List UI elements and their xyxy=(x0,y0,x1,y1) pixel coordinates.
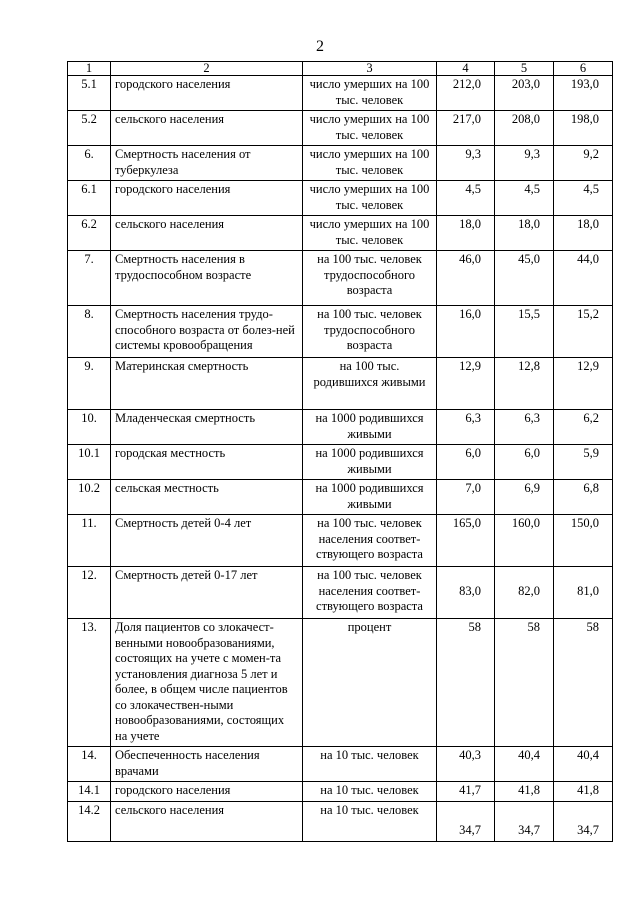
value-col-6: 9,2 xyxy=(554,146,613,181)
table-row xyxy=(68,76,613,111)
indicators-table xyxy=(67,61,613,842)
table-row xyxy=(68,480,613,515)
row-number: 7. xyxy=(68,251,111,306)
unit-of-measure: на 1000 родившихся живыми xyxy=(303,410,437,445)
table-row xyxy=(68,251,613,306)
value-col-5: 18,0 xyxy=(495,216,554,251)
value-col-6: 198,0 xyxy=(554,111,613,146)
row-number: 5.1 xyxy=(68,76,111,111)
value-col-6: 6,8 xyxy=(554,480,613,515)
page-number: 2 xyxy=(316,38,324,55)
row-number: 11. xyxy=(68,515,111,567)
value-col-6: 18,0 xyxy=(554,216,613,251)
indicator-name: Смертность населения трудо-способного возраста от болез-ней системы кровообращения xyxy=(111,306,303,358)
indicator-name: городского населения xyxy=(111,181,303,216)
indicator-name: Смертность детей 0-4 лет xyxy=(111,515,303,567)
unit-of-measure: на 10 тыс. человек xyxy=(303,747,437,782)
value-col-6: 34,7 xyxy=(554,801,613,841)
row-number: 14.1 xyxy=(68,782,111,802)
indicator-name: сельская местность xyxy=(111,480,303,515)
row-number: 6. xyxy=(68,146,111,181)
value-col-6: 40,4 xyxy=(554,747,613,782)
value-col-6: 12,9 xyxy=(554,358,613,410)
unit-of-measure: на 100 тыс. человек трудоспособного возраста xyxy=(303,251,437,306)
value-col-5: 82,0 xyxy=(495,567,554,619)
unit-of-measure: на 100 тыс. человек населения соответ-ствующего возраста xyxy=(303,567,437,619)
value-col-5: 58 xyxy=(495,619,554,747)
value-col-4: 6,0 xyxy=(437,445,495,480)
value-col-5: 208,0 xyxy=(495,111,554,146)
unit-of-measure: число умерших на 100 тыс. человек xyxy=(303,76,437,111)
row-number: 9. xyxy=(68,358,111,410)
table-row xyxy=(68,747,613,782)
header-cell: 2 xyxy=(111,62,303,76)
table-row xyxy=(68,358,613,410)
value-col-4: 4,5 xyxy=(437,181,495,216)
indicator-name: городского населения xyxy=(111,782,303,802)
row-number: 12. xyxy=(68,567,111,619)
table-row xyxy=(68,445,613,480)
value-col-6: 5,9 xyxy=(554,445,613,480)
header-cell: 1 xyxy=(68,62,111,76)
table-row xyxy=(68,111,613,146)
table-row xyxy=(68,515,613,567)
row-number: 6.2 xyxy=(68,216,111,251)
table-row xyxy=(68,216,613,251)
value-col-5: 40,4 xyxy=(495,747,554,782)
value-col-6: 44,0 xyxy=(554,251,613,306)
value-col-5: 6,9 xyxy=(495,480,554,515)
value-col-5: 12,8 xyxy=(495,358,554,410)
indicator-name: Материнская смертность xyxy=(111,358,303,410)
value-col-5: 34,7 xyxy=(495,801,554,841)
value-col-5: 4,5 xyxy=(495,181,554,216)
value-col-6: 4,5 xyxy=(554,181,613,216)
value-col-4: 34,7 xyxy=(437,801,495,841)
indicator-name: сельского населения xyxy=(111,216,303,251)
row-number: 10.1 xyxy=(68,445,111,480)
unit-of-measure: на 10 тыс. человек xyxy=(303,801,437,841)
value-col-5: 203,0 xyxy=(495,76,554,111)
unit-of-measure: на 1000 родившихся живыми xyxy=(303,445,437,480)
indicator-name: Доля пациентов со злокачест-венными новообразованиями, состоящих на учете с момен-та установления диагноза 5 лет и более, в общем числе пациентов со злокачествен-ными новообразованиями, состоящих на учете xyxy=(111,619,303,747)
row-number: 8. xyxy=(68,306,111,358)
unit-of-measure: на 100 тыс. человек населения соответ-ствующего возраста xyxy=(303,515,437,567)
row-number: 6.1 xyxy=(68,181,111,216)
header-cell: 6 xyxy=(554,62,613,76)
header-cell: 5 xyxy=(495,62,554,76)
value-col-5: 160,0 xyxy=(495,515,554,567)
unit-of-measure: число умерших на 100 тыс. человек xyxy=(303,181,437,216)
unit-of-measure: число умерших на 100 тыс. человек xyxy=(303,146,437,181)
value-col-5: 45,0 xyxy=(495,251,554,306)
indicator-name: Смертность детей 0-17 лет xyxy=(111,567,303,619)
row-number: 10. xyxy=(68,410,111,445)
value-col-5: 6,3 xyxy=(495,410,554,445)
value-col-4: 165,0 xyxy=(437,515,495,567)
value-col-6: 6,2 xyxy=(554,410,613,445)
indicator-name: Младенческая смертность xyxy=(111,410,303,445)
header-cell: 4 xyxy=(437,62,495,76)
value-col-4: 217,0 xyxy=(437,111,495,146)
unit-of-measure: на 100 тыс. родившихся живыми xyxy=(303,358,437,410)
value-col-6: 193,0 xyxy=(554,76,613,111)
table-row xyxy=(68,181,613,216)
unit-of-measure: на 1000 родившихся живыми xyxy=(303,480,437,515)
value-col-5: 41,8 xyxy=(495,782,554,802)
value-col-4: 46,0 xyxy=(437,251,495,306)
indicator-name: Смертность населения от туберкулеза xyxy=(111,146,303,181)
unit-of-measure: на 100 тыс. человек трудоспособного возраста xyxy=(303,306,437,358)
value-col-6: 150,0 xyxy=(554,515,613,567)
unit-of-measure: процент xyxy=(303,619,437,747)
row-number: 14. xyxy=(68,747,111,782)
value-col-5: 15,5 xyxy=(495,306,554,358)
value-col-4: 9,3 xyxy=(437,146,495,181)
value-col-4: 58 xyxy=(437,619,495,747)
value-col-5: 6,0 xyxy=(495,445,554,480)
indicator-name: городского населения xyxy=(111,76,303,111)
row-number: 13. xyxy=(68,619,111,747)
unit-of-measure: число умерших на 100 тыс. человек xyxy=(303,216,437,251)
value-col-4: 6,3 xyxy=(437,410,495,445)
table-row xyxy=(68,801,613,841)
row-number: 5.2 xyxy=(68,111,111,146)
row-number: 10.2 xyxy=(68,480,111,515)
value-col-4: 41,7 xyxy=(437,782,495,802)
unit-of-measure: на 10 тыс. человек xyxy=(303,782,437,802)
indicator-name: Смертность населения в трудоспособном возрасте xyxy=(111,251,303,306)
value-col-4: 16,0 xyxy=(437,306,495,358)
value-col-4: 7,0 xyxy=(437,480,495,515)
value-col-6: 41,8 xyxy=(554,782,613,802)
header-cell: 3 xyxy=(303,62,437,76)
indicator-name: городская местность xyxy=(111,445,303,480)
value-col-4: 40,3 xyxy=(437,747,495,782)
table-row xyxy=(68,619,613,747)
table-row xyxy=(68,782,613,802)
value-col-4: 18,0 xyxy=(437,216,495,251)
table-header-row xyxy=(68,62,613,76)
indicator-name: Обеспеченность населения врачами xyxy=(111,747,303,782)
value-col-4: 212,0 xyxy=(437,76,495,111)
value-col-6: 58 xyxy=(554,619,613,747)
value-col-4: 83,0 xyxy=(437,567,495,619)
indicator-name: сельского населения xyxy=(111,111,303,146)
value-col-5: 9,3 xyxy=(495,146,554,181)
table-row xyxy=(68,146,613,181)
table-row xyxy=(68,567,613,619)
value-col-4: 12,9 xyxy=(437,358,495,410)
unit-of-measure: число умерших на 100 тыс. человек xyxy=(303,111,437,146)
row-number: 14.2 xyxy=(68,801,111,841)
indicator-name: сельского населения xyxy=(111,801,303,841)
value-col-6: 81,0 xyxy=(554,567,613,619)
value-col-6: 15,2 xyxy=(554,306,613,358)
table-row xyxy=(68,306,613,358)
table-row xyxy=(68,410,613,445)
